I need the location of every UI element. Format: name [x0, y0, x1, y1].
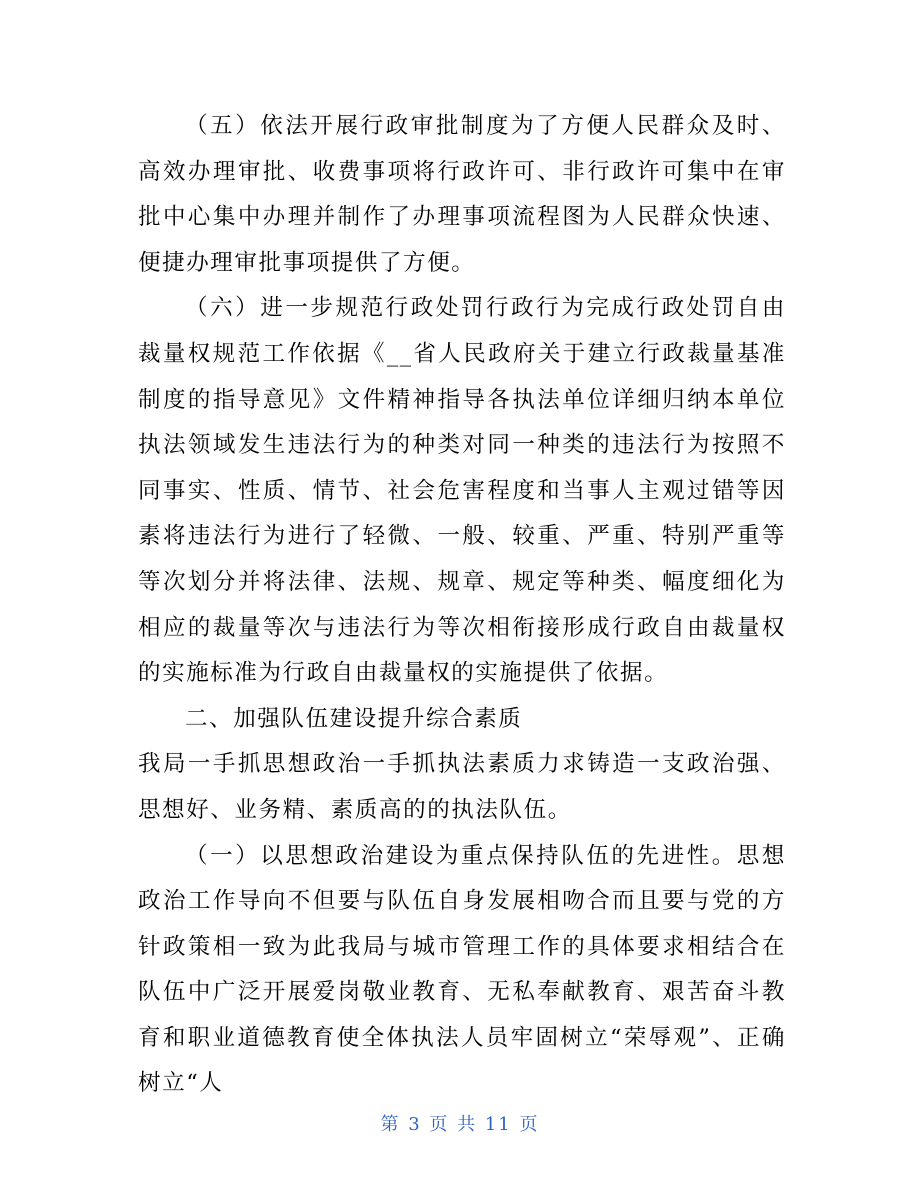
- paragraph-item-1: （一）以思想政治建设为重点保持队伍的先进性。思想政治工作导向不但要与队伍自身发展相吻合而且要与党的方针政策相一致为此我局与城市管理工作的具体要求相结合在队伍中广泛开展爱岗敬业教育、无私奉献教育、艰苦奋斗教育和职业道德教育使全体执法人员牢固树立“荣辱观”、正确树立“人: [138, 842, 786, 1097]
- section-intro-paragraph: 我局一手抓思想政治一手抓执法素质力求铸造一支政治强、思想好、业务精、素质高的的执法队伍。: [138, 751, 786, 823]
- paragraph-item-6: （六）进一步规范行政处罚行政行为完成行政处罚自由裁量权规范工作依据《__省人民政府关于建立行政裁量基准制度的指导意见》文件精神指导各执法单位详细归纳本单位执法领域发生违法行为的种类对同一种类的违法行为按照不同事实、性质、情节、社会危害程度和当事人主观过错等因素将违法行为进行了轻微、一般、较重、严重、特别严重等等次划分并将法律、法规、规章、规定等种类、幅度细化为相应的裁量等次与违法行为等次相衔接形成行政自由裁量权的实施标准为行政自由裁量权的实施提供了依据。: [138, 295, 786, 687]
- paragraph-item-5: （五）依法开展行政审批制度为了方便人民群众及时、高效办理审批、收费事项将行政许可、非行政许可集中在审批中心集中办理并制作了办理事项流程图为人民群众快速、便捷办理审批事项提供了方便。: [138, 113, 786, 276]
- section-heading: 二、加强队伍建设提升综合素质: [185, 705, 523, 732]
- document-body: [138, 104, 786, 1107]
- page-number-footer: 第 3 页 共 11 页: [380, 1114, 540, 1135]
